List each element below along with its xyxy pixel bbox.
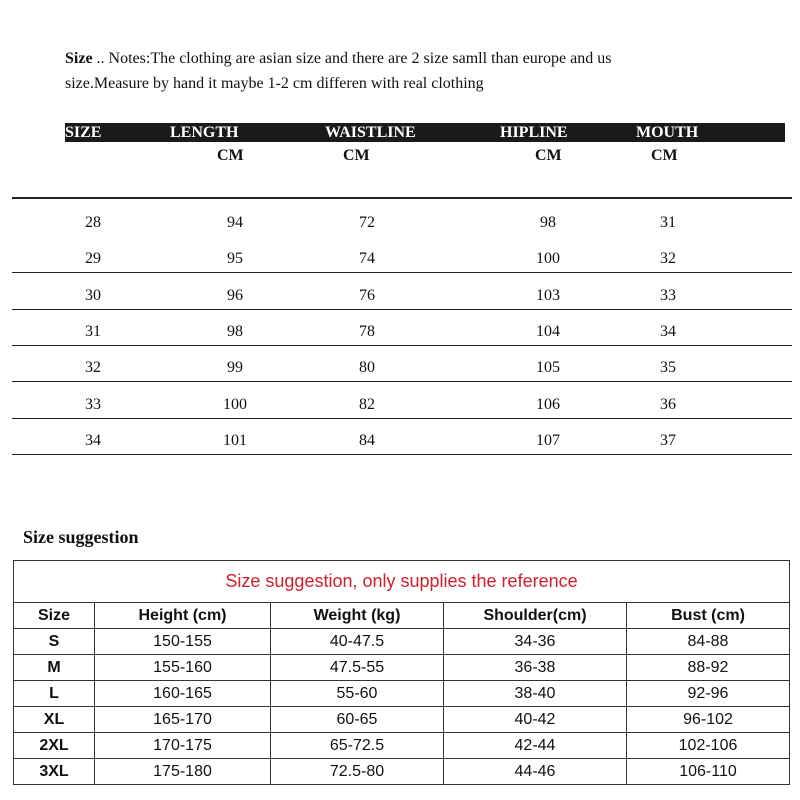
- unit-length: CM: [217, 147, 244, 164]
- measure-cell: 82: [359, 395, 375, 413]
- notes-label: Size: [65, 50, 93, 67]
- table-cell: 65-72.5: [271, 733, 444, 759]
- header-mouth: MOUTH: [636, 124, 699, 141]
- unit-hipline: CM: [535, 147, 562, 164]
- table-cell: L: [14, 681, 95, 707]
- unit-waistline: CM: [343, 147, 370, 164]
- table-cell: 47.5-55: [271, 655, 444, 681]
- table-cell: 60-65: [271, 707, 444, 733]
- header-size: SIZE: [65, 124, 102, 141]
- table-cell: 165-170: [95, 707, 271, 733]
- table-cell: 155-160: [95, 655, 271, 681]
- notes-line-2: size.Measure by hand it maybe 1-2 cm differen with real clothing: [65, 75, 484, 92]
- measure-cell: 33: [660, 286, 676, 304]
- measure-cell: 33: [85, 395, 101, 413]
- table-row: [14, 733, 790, 759]
- table-row: [14, 707, 790, 733]
- measure-cell: 80: [359, 359, 375, 377]
- notes-line-1: [65, 50, 611, 68]
- row-divider: [12, 345, 792, 346]
- table-cell: 72.5-80: [271, 759, 444, 785]
- header-length: LENGTH: [170, 124, 239, 141]
- measure-cell: 101: [223, 431, 247, 449]
- table-cell: 2XL: [14, 733, 95, 759]
- table-row: [14, 681, 790, 707]
- notes-text: .. Notes:The clothing are asian size and there are 2 size samll than europe and us: [92, 50, 612, 67]
- unit-mouth: CM: [651, 147, 678, 164]
- measure-cell: 95: [227, 250, 243, 268]
- table-cell: 38-40: [444, 681, 627, 707]
- measure-cell: 29: [85, 250, 101, 268]
- table-cell: 150-155: [95, 629, 271, 655]
- measure-cell: 32: [85, 359, 101, 377]
- measure-cell: 37: [660, 431, 676, 449]
- table-cell: 3XL: [14, 759, 95, 785]
- row-divider: [12, 309, 792, 310]
- col-height: Height (cm): [95, 603, 271, 629]
- table-cell: 84-88: [627, 629, 790, 655]
- measure-cell: 103: [536, 286, 560, 304]
- measure-cell: 31: [85, 322, 101, 340]
- table-cell: 92-96: [627, 681, 790, 707]
- table-cell: XL: [14, 707, 95, 733]
- measure-cell: 30: [85, 286, 101, 304]
- table-cell: 160-165: [95, 681, 271, 707]
- measure-cell: 31: [660, 214, 676, 231]
- row-divider: [12, 418, 792, 419]
- table-cell: 34-36: [444, 629, 627, 655]
- measure-cell: 84: [359, 431, 375, 449]
- suggestion-table: [13, 560, 790, 785]
- measure-cell: 74: [359, 250, 375, 268]
- measure-cell: 96: [227, 286, 243, 304]
- measure-cell: 107: [536, 431, 560, 449]
- measure-cell: 34: [85, 431, 101, 449]
- measure-cell: 76: [359, 286, 375, 304]
- table-cell: 55-60: [271, 681, 444, 707]
- measure-cell: 32: [660, 250, 676, 268]
- measure-cell: 72: [359, 214, 375, 231]
- measure-cell: 78: [359, 322, 375, 340]
- table-cell: 102-106: [627, 733, 790, 759]
- table-row: [14, 655, 790, 681]
- table-cell: 170-175: [95, 733, 271, 759]
- suggestion-header-row: [14, 603, 790, 629]
- measure-cell: 35: [660, 359, 676, 377]
- col-size: Size: [14, 603, 95, 629]
- divider: [12, 197, 792, 199]
- table-cell: 44-46: [444, 759, 627, 785]
- row-divider: [12, 272, 792, 273]
- table-cell: 40-47.5: [271, 629, 444, 655]
- table-cell: 96-102: [627, 707, 790, 733]
- col-shoulder: Shoulder(cm): [444, 603, 627, 629]
- measure-cell: 100: [536, 250, 560, 268]
- header-hipline: HIPLINE: [500, 124, 568, 141]
- header-waistline: WAISTLINE: [325, 124, 416, 141]
- measure-cell: 105: [536, 359, 560, 377]
- measure-cell: 104: [536, 322, 560, 340]
- table-cell: 40-42: [444, 707, 627, 733]
- table-cell: 88-92: [627, 655, 790, 681]
- suggestion-heading: Size suggestion: [23, 527, 139, 547]
- suggestion-title: Size suggestion, only supplies the reference: [14, 561, 790, 603]
- table-cell: 175-180: [95, 759, 271, 785]
- measure-cell: 36: [660, 395, 676, 413]
- table-cell: 36-38: [444, 655, 627, 681]
- table-row: [14, 759, 790, 785]
- table-cell: S: [14, 629, 95, 655]
- table-cell: 42-44: [444, 733, 627, 759]
- row-divider: [12, 381, 792, 382]
- measure-cell: 98: [227, 322, 243, 340]
- measure-cell: 100: [223, 395, 247, 413]
- table-cell: M: [14, 655, 95, 681]
- measure-cell: 34: [660, 322, 676, 340]
- row-divider: [12, 454, 792, 455]
- table-cell: 106-110: [627, 759, 790, 785]
- measure-cell: 28: [85, 214, 101, 231]
- col-bust: Bust (cm): [627, 603, 790, 629]
- table-row: [14, 629, 790, 655]
- measure-cell: 98: [540, 214, 556, 231]
- measure-cell: 99: [227, 359, 243, 377]
- col-weight: Weight (kg): [271, 603, 444, 629]
- measure-cell: 94: [227, 214, 243, 231]
- measure-cell: 106: [536, 395, 560, 413]
